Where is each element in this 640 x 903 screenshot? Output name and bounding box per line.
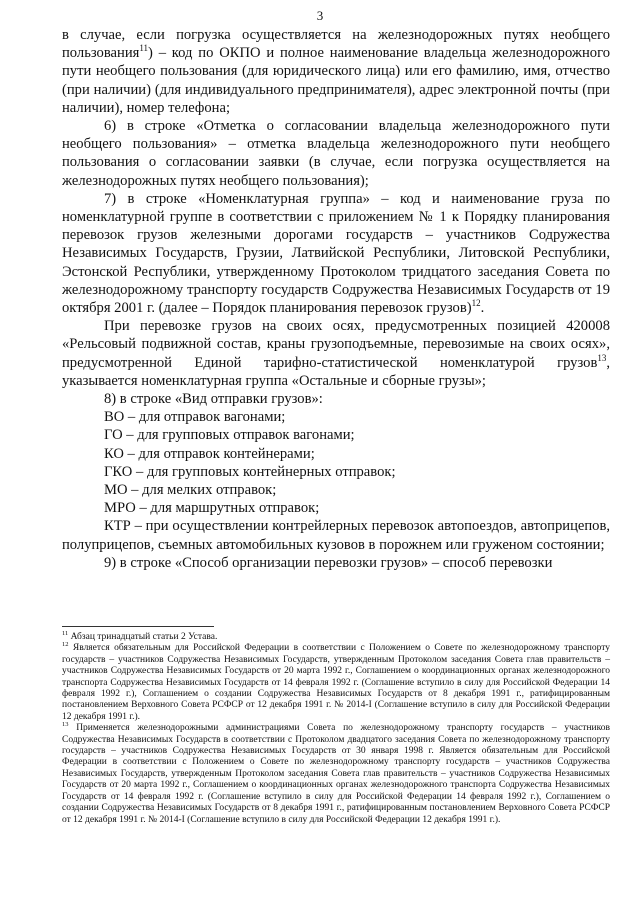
paragraph-item-8: 8) в строке «Вид отправки грузов»: <box>104 391 323 408</box>
footnote-divider <box>62 626 214 627</box>
paragraph-owner-details <box>62 26 610 117</box>
list-item-ko: КО – для отправок контейнерами; <box>104 445 315 462</box>
page-number: 3 <box>316 8 324 23</box>
paragraph-item-7 <box>62 190 610 317</box>
footnote-ref: 13 <box>597 352 607 363</box>
paragraph-text: в случае, если погрузка осуществляется на железнодорожных путях необщего пользования <box>62 27 610 62</box>
list-item-vo: ВО – для отправок вагонами; <box>104 409 286 426</box>
footnote-mark: 13 <box>62 721 69 729</box>
list-item-mo: МО – для мелких отправок; <box>104 482 277 499</box>
footnote-13 <box>62 723 610 826</box>
body-text <box>62 26 610 572</box>
footnote-ref: 12 <box>471 298 481 309</box>
paragraph-text: 7) в строке «Номенклатурная группа» – код и наименование груза по номенклатурной группе в соответствии с приложением № 1 к Порядку планирования перевозок грузов железными дорогами государств – участников Содружества Независимых Государств, Грузии, Латвийской Республики, Литовской Республики, Эстонской Республики, утвержденному Протоколом тридцатого заседания Совета по железнодорожному транспорту государств Содружества Независимых Государств от 19 октября 2001 г. (далее – Порядок планирования перевозок грузов) <box>62 190 610 317</box>
footnote-mark: 12 <box>62 641 69 649</box>
footnote-ref: 11 <box>139 43 149 54</box>
footnotes <box>62 629 610 826</box>
paragraph-own-axles <box>62 317 610 390</box>
footnote-text: Абзац тринадцатый статьи 2 Устава. <box>68 632 218 642</box>
paragraph-text: При перевозке грузов на своих осях, предусмотренных позицией 420008 «Рельсовый подвижной состав, краны грузоподъемные, перевозимые на своих осях», предусмотренной Единой тарифно-статистической номенклатурой грузов <box>62 318 610 371</box>
paragraph-text-tail: , указывается номенклатурная группа «Остальные и сборные грузы»; <box>62 354 610 389</box>
list-item-ktr: КТР – при осуществлении контрейлерных перевозок автопоездов, автоприцепов, полуприцепов, съемных автомобильных кузовов в порожнем или груженом состоянии; <box>62 518 610 553</box>
footnote-text: Применяется железнодорожными администрациями Совета по железнодорожному транспорту государств – участников Содружества Независимых Государств в соответствии с Протоколом двадцатого заседания Совета по железнодорожному транспорту государств – участников Содружества Независимых Государств от 30 января 1998 г. Является обязательным для Российской Федерации в соответствии с Положением о Совете по железнодорожному транспорту государств – участников Содружества Независимых Государств, утвержденным Протоколом заседания Совета глав правительств – участников Содружества Независимых Государств от 20 марта 1992 г., Соглашением о координационных органах железнодорожного транспорта Содружества Независимых Государств от 14 февраля 1992 г. (Соглашение вступило в силу для Российской Федерации 14 февраля 1992 г.), Соглашением о создании Содружества Независимых Государств от 8 декабря 1991 г., ратифицированным постановлением Верховного Совета РСФСР от 12 декабря 1991 г. № 2014-I (Соглашение вступило в силу для Российской Федерации 12 декабря 1991 г.). <box>62 723 610 825</box>
list-item-mro: МРО – для маршрутных отправок; <box>104 500 320 517</box>
paragraph-text-tail: ) – код по ОКПО и полное наименование владельца железнодорожного пути необщего пользования (для юридического лица) или его фамилию, имя, отчество (при наличии) (для индивидуального предпринимателя), адрес электронной почты (при наличии), номер телефона; <box>62 45 610 116</box>
list-item-gko: ГКО – для групповых контейнерных отправок; <box>104 463 396 480</box>
footnote-11 <box>62 629 610 643</box>
footnote-12 <box>62 643 610 723</box>
footnote-text: Является обязательным для Российской Федерации в соответствии с Положением о Совете по железнодорожному транспорту государств – участников Содружества Независимых Государств, утвержденным Протоколом заседания Совета глав правительств – участников Содружества Независимых Государств от 20 марта 1992 г., Соглашением о координационных органах железнодорожного транспорта Содружества Независимых Государств от 14 февраля 1992 г. (Соглашение вступило в силу для Российской Федерации 14 февраля 1992 г.), Соглашением о создании Содружества Независимых Государств от 8 декабря 1991 г., ратифицированным постановлением Верховного Совета РСФСР от 12 декабря 1991 г. № 2014-I (Соглашение вступило в силу для Российской Федерации 12 декабря 1991 г.). <box>62 643 610 722</box>
paragraph-item-6: 6) в строке «Отметка о согласовании владельца железнодорожного пути необщего пользования» – отметка владельца железнодорожного пути необщего пользования о согласовании заявки (в случае, если погрузка осуществляется на железнодорожных путях необщего пользования); <box>62 118 610 189</box>
paragraph-text-tail: . <box>480 300 485 317</box>
paragraph-item-9: 9) в строке «Способ организации перевозки грузов» – способ перевозки <box>104 554 553 571</box>
footnote-mark: 11 <box>62 629 69 637</box>
list-item-go: ГО – для групповых отправок вагонами; <box>104 427 355 444</box>
